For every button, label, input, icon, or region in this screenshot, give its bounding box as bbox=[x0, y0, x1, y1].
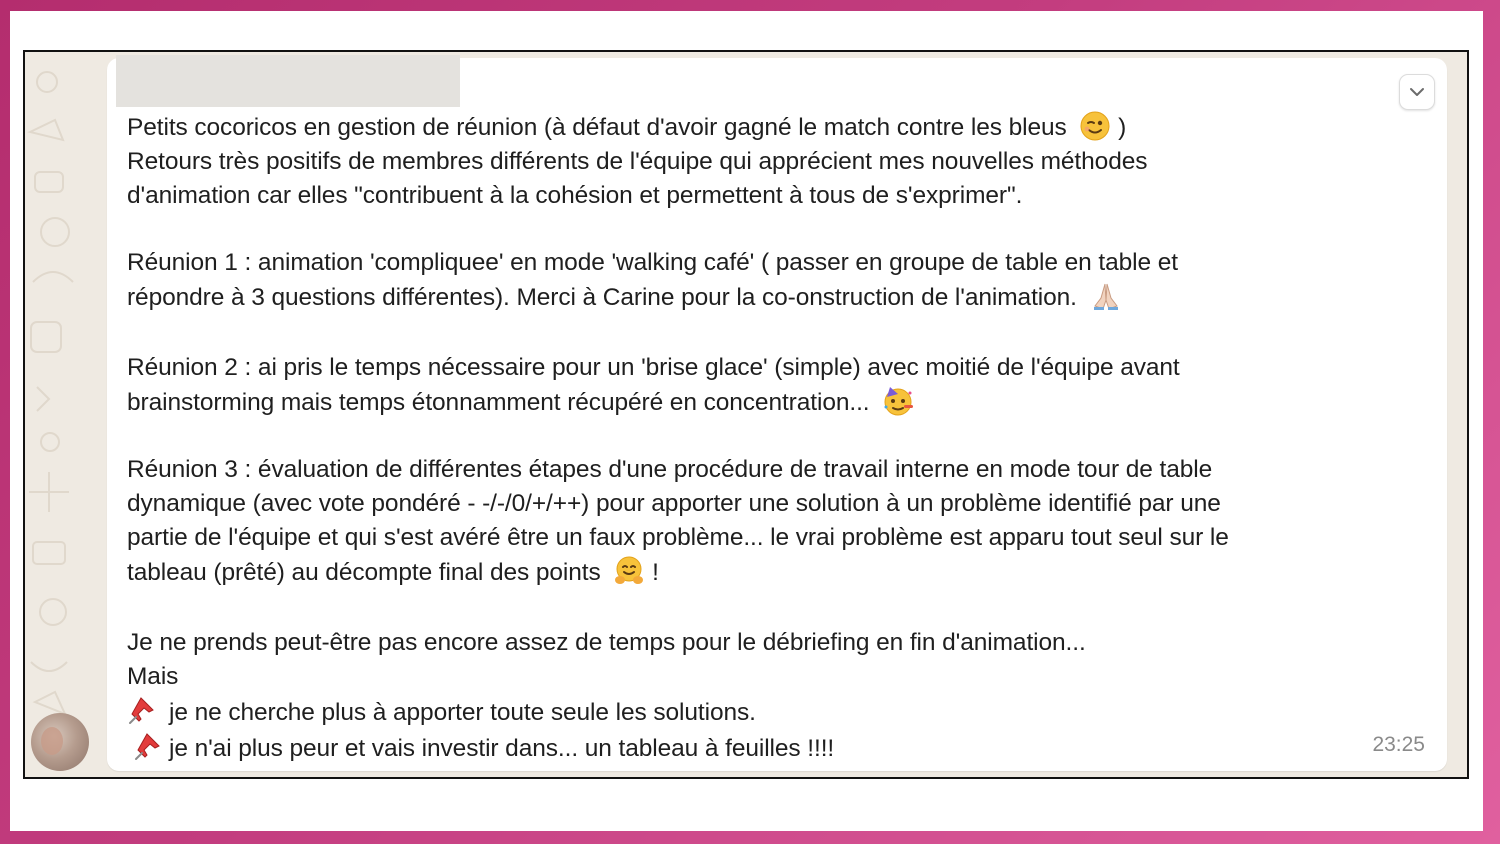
reunion-1-paragraph bbox=[127, 246, 1427, 315]
hugging-face-emoji-icon bbox=[613, 555, 645, 587]
closing-paragraph bbox=[127, 626, 1427, 766]
reunion-3-line-2: dynamique (avec vote pondéré - -/-/0/+/++) pour apporter une solution à un problème identifié par une bbox=[127, 490, 1221, 517]
chat-screenshot bbox=[23, 50, 1469, 779]
reunion-1-line-2: répondre à 3 questions différentes). Merci à Carine pour la co-onstruction de l'animation. bbox=[127, 284, 1077, 311]
message-bubble bbox=[107, 58, 1447, 771]
closing-line-1: Je ne prends peut-être pas encore assez de temps pour le débriefing en fin d'animation... bbox=[127, 629, 1086, 656]
reunion-1-line-1: Réunion 1 : animation 'compliquee' en mode 'walking café' ( passer en groupe de table en table et bbox=[127, 249, 1178, 276]
bullet-2-text: je n'ai plus peur et vais investir dans... un tableau à feuilles !!!! bbox=[169, 735, 835, 762]
pushpin-emoji-icon bbox=[133, 730, 165, 762]
sender-avatar[interactable] bbox=[31, 713, 89, 771]
pushpin-emoji-icon bbox=[127, 694, 159, 726]
reunion-3-line-3: partie de l'équipe et qui s'est avéré être un faux problème... le vrai problème est apparu tout seul sur le bbox=[127, 524, 1229, 551]
reunion-2-line-2: brainstorming mais temps étonnamment récupéré en concentration... bbox=[127, 389, 870, 416]
intro-line-1-end: ) bbox=[1118, 114, 1127, 141]
reunion-3-paragraph bbox=[127, 453, 1427, 590]
reunion-3-line-4: tableau (prêté) au décompte final des points bbox=[127, 559, 601, 586]
message-text bbox=[127, 110, 1427, 766]
bullet-2 bbox=[127, 730, 1427, 766]
intro-line-1: Petits cocoricos en gestion de réunion (à défaut d'avoir gagné le match contre les bleus bbox=[127, 114, 1067, 141]
redacted-sender-name bbox=[116, 55, 460, 107]
reunion-2-line-1: Réunion 2 : ai pris le temps nécessaire pour un 'brise glace' (simple) avec moitié de l'équipe avant bbox=[127, 354, 1180, 381]
intro-line-2: Retours très positifs de membres différents de l'équipe qui apprécient mes nouvelles méthodes bbox=[127, 148, 1148, 175]
partying-face-emoji-icon bbox=[882, 385, 914, 417]
message-timestamp: 23:25 bbox=[1372, 733, 1425, 756]
folded-hands-emoji-icon bbox=[1090, 280, 1122, 312]
bullet-1-text: je ne cherche plus à apporter toute seule les solutions. bbox=[169, 699, 756, 726]
bullet-1 bbox=[127, 694, 1427, 730]
winking-face-emoji-icon bbox=[1079, 110, 1111, 142]
message-menu-button[interactable] bbox=[1399, 74, 1435, 110]
reunion-3-line-1: Réunion 3 : évaluation de différentes étapes d'une procédure de travail interne en mode tour de table bbox=[127, 456, 1213, 483]
chevron-down-icon bbox=[1409, 87, 1425, 97]
closing-line-2: Mais bbox=[127, 663, 179, 690]
intro-paragraph bbox=[127, 110, 1427, 213]
reunion-3-line-4-end: ! bbox=[652, 559, 659, 586]
intro-line-3: d'animation car elles "contribuent à la cohésion et permettent à tous de s'exprimer". bbox=[127, 182, 1023, 209]
reunion-2-paragraph bbox=[127, 351, 1427, 420]
